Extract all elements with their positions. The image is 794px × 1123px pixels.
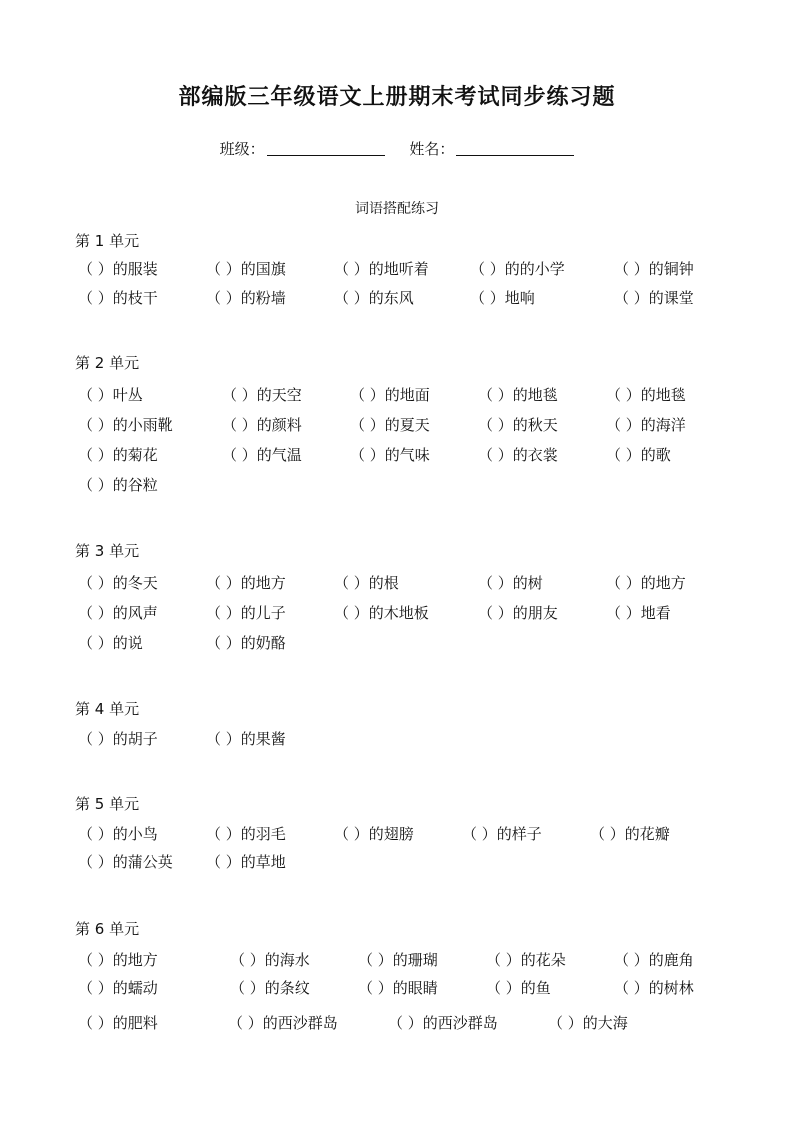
phrase-item: （ ）的果酱 <box>206 730 286 748</box>
phrase-item: （ ）的样子 <box>462 825 542 843</box>
phrase-item: （ ）的东风 <box>334 289 414 307</box>
phrase-item: （ ）的气味 <box>350 446 430 464</box>
phrase-item: （ ）的草地 <box>206 853 286 871</box>
phrase-item: （ ）的国旗 <box>206 260 286 278</box>
phrase-item: （ ）的珊瑚 <box>358 951 438 969</box>
phrase-item: （ ）的地方 <box>78 951 158 969</box>
phrase-item: （ ）地看 <box>606 604 671 622</box>
phrase-item: （ ）的颜料 <box>222 416 302 434</box>
phrase-item: （ ）的粉墙 <box>206 289 286 307</box>
phrase-item: （ ）的夏天 <box>350 416 430 434</box>
phrase-item: （ ）的鱼 <box>486 979 551 997</box>
phrase-item: （ ）的服装 <box>78 260 158 278</box>
name-field <box>409 138 574 159</box>
phrase-item: （ ）的西沙群岛 <box>228 1014 338 1032</box>
phrase-item: （ ）的蒲公英 <box>78 853 173 871</box>
phrase-item: （ ）的奶酪 <box>206 634 286 652</box>
phrase-item: （ ）的地方 <box>606 574 686 592</box>
phrase-item: （ ）叶丛 <box>78 386 143 404</box>
phrase-item: （ ）的地面 <box>350 386 430 404</box>
phrase-item: （ ）地响 <box>470 289 535 307</box>
unit-label: 第 4 单元 <box>75 700 140 718</box>
phrase-item: （ ）的鹿角 <box>614 951 694 969</box>
phrase-item: （ ）的海洋 <box>606 416 686 434</box>
student-info <box>0 138 794 159</box>
section-subtitle: 词语搭配练习 <box>355 201 439 217</box>
phrase-item: （ ）的风声 <box>78 604 158 622</box>
phrase-item: （ ）的大海 <box>548 1014 628 1032</box>
phrase-item: （ ）的眼睛 <box>358 979 438 997</box>
phrase-item: （ ）的谷粒 <box>78 476 158 494</box>
phrase-item: （ ）的地毯 <box>606 386 686 404</box>
phrase-item: （ ）的羽毛 <box>206 825 286 843</box>
class-blank-line <box>267 141 385 156</box>
phrase-item: （ ）的课堂 <box>614 289 694 307</box>
phrase-item: （ ）的菊花 <box>78 446 158 464</box>
phrase-item: （ ）的儿子 <box>206 604 286 622</box>
unit-label: 第 5 单元 <box>75 795 140 813</box>
phrase-item: （ ）的木地板 <box>334 604 429 622</box>
phrase-item: （ ）的花瓣 <box>590 825 670 843</box>
phrase-item: （ ）的气温 <box>222 446 302 464</box>
unit-label: 第 6 单元 <box>75 920 140 938</box>
unit-label: 第 3 单元 <box>75 542 140 560</box>
name-label: 姓名： <box>409 140 455 158</box>
phrase-item: （ ）的条纹 <box>230 979 310 997</box>
phrase-item: （ ）的小鸟 <box>78 825 158 843</box>
phrase-item: （ ）的衣裳 <box>478 446 558 464</box>
phrase-item: （ ）的的小学 <box>470 260 565 278</box>
phrase-item: （ ）的胡子 <box>78 730 158 748</box>
phrase-item: （ ）的冬天 <box>78 574 158 592</box>
phrase-item: （ ）的海水 <box>230 951 310 969</box>
phrase-item: （ ）的说 <box>78 634 143 652</box>
phrase-item: （ ）的地毯 <box>478 386 558 404</box>
page-title: 部编版三年级语文上册期末考试同步练习题 <box>178 85 616 110</box>
phrase-item: （ ）的小雨靴 <box>78 416 173 434</box>
phrase-item: （ ）的地听着 <box>334 260 429 278</box>
phrase-item: （ ）的树林 <box>614 979 694 997</box>
phrase-item: （ ）的歌 <box>606 446 671 464</box>
phrase-item: （ ）的西沙群岛 <box>388 1014 498 1032</box>
phrase-item: （ ）的枝干 <box>78 289 158 307</box>
unit-label: 第 2 单元 <box>75 354 140 372</box>
phrase-item: （ ）的天空 <box>222 386 302 404</box>
class-label: 班级： <box>219 140 265 158</box>
phrase-item: （ ）的树 <box>478 574 543 592</box>
phrase-item: （ ）的肥料 <box>78 1014 158 1032</box>
phrase-item: （ ）的蠕动 <box>78 979 158 997</box>
unit-label: 第 1 单元 <box>75 232 140 250</box>
phrase-item: （ ）的朋友 <box>478 604 558 622</box>
name-blank-line <box>456 141 574 156</box>
class-field <box>220 138 385 159</box>
phrase-item: （ ）的铜钟 <box>614 260 694 278</box>
phrase-item: （ ）的根 <box>334 574 399 592</box>
phrase-item: （ ）的翅膀 <box>334 825 414 843</box>
phrase-item: （ ）的秋天 <box>478 416 558 434</box>
phrase-item: （ ）的花朵 <box>486 951 566 969</box>
phrase-item: （ ）的地方 <box>206 574 286 592</box>
